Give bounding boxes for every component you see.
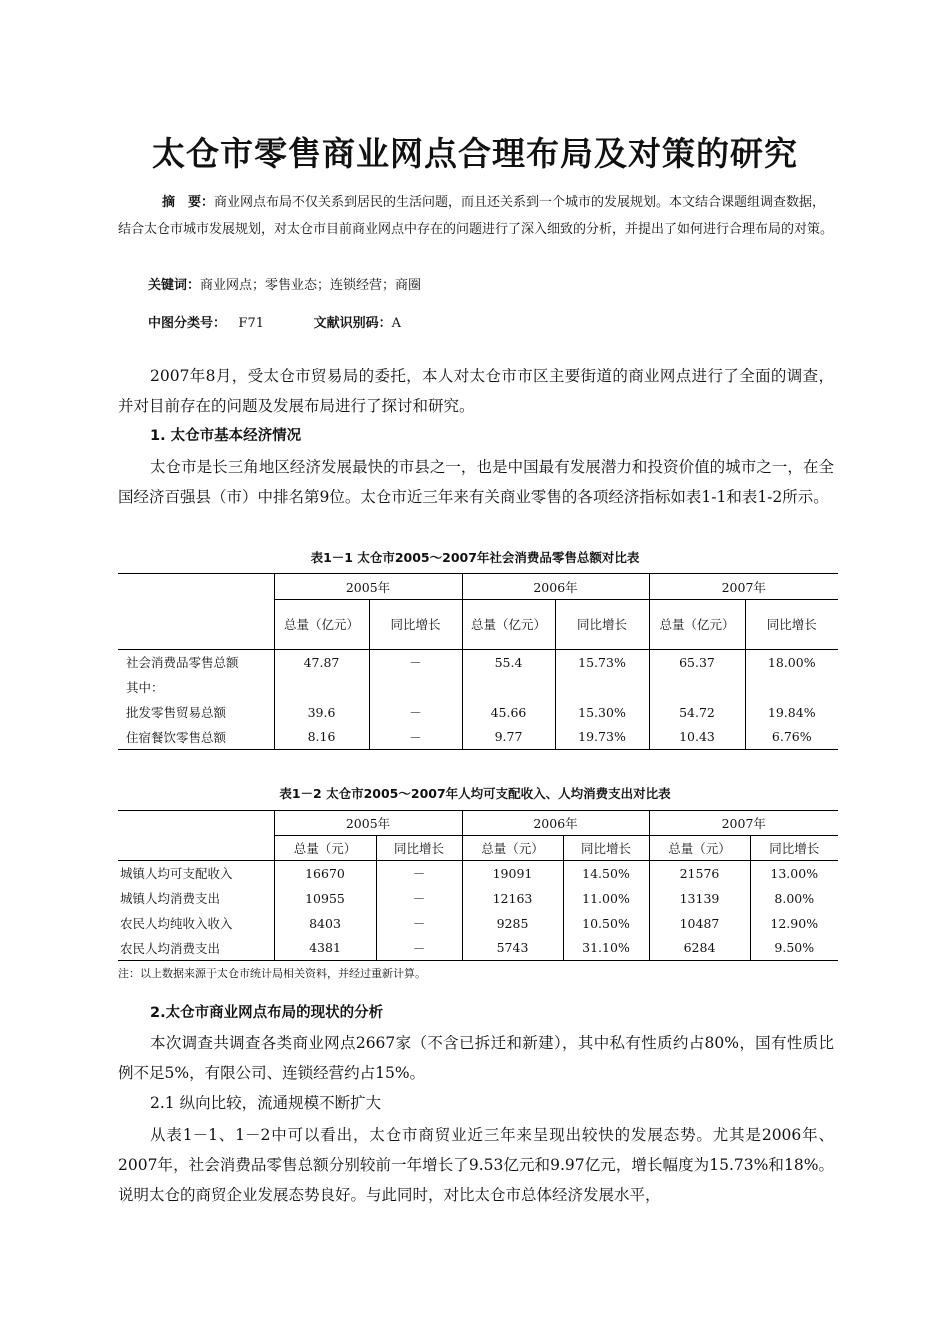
- cell: －: [376, 936, 462, 961]
- cell: 11.00%: [563, 886, 649, 911]
- section1-heading: 1. 太仓市基本经济情况: [150, 428, 302, 444]
- section2-heading: 2.太仓市商业网点布局的现状的分析: [150, 1005, 384, 1021]
- table1-year: 2005年: [274, 574, 462, 600]
- table1-corner: [118, 574, 274, 650]
- abstract-label: 摘 要：: [162, 195, 215, 210]
- cell: 14.50%: [563, 861, 649, 886]
- cell: 47.87: [274, 650, 369, 675]
- table2-sub-total: 总量（元）: [274, 836, 376, 861]
- clc-value: F71: [238, 316, 264, 331]
- cell: 15.73%: [555, 650, 649, 675]
- table2-year-row: [118, 811, 838, 836]
- table-row: [118, 861, 838, 886]
- table2-caption: 表1－2 太仓市2005～2007年人均可支配收入、人均消费支出对比表: [279, 786, 671, 801]
- table1-sub-growth: 同比增长: [555, 600, 649, 650]
- table-row: [118, 700, 838, 725]
- cell: 16670: [274, 861, 376, 886]
- cell: －: [376, 886, 462, 911]
- cell: 8403: [274, 911, 376, 936]
- cell: 10955: [274, 886, 376, 911]
- table-note: 注：以上数据来源于太仓市统计局相关资料，并经过重新计算。: [118, 967, 426, 980]
- cell: 65.37: [649, 650, 745, 675]
- cell: 10.50%: [563, 911, 649, 936]
- cell: 9.50%: [750, 936, 838, 961]
- cell: [745, 675, 838, 700]
- section2-1-heading: 2.1 纵向比较，流通规模不断扩大: [150, 1094, 382, 1112]
- table2-sub-total: 总量（元）: [462, 836, 563, 861]
- cell: 6.76%: [745, 725, 838, 750]
- table-row: [118, 911, 838, 936]
- cell: 13139: [649, 886, 750, 911]
- row-label: 批发零售贸易总额: [126, 705, 227, 720]
- classification-line: [148, 312, 401, 336]
- cell: 15.30%: [555, 700, 649, 725]
- cell: 55.4: [462, 650, 555, 675]
- table2-year: 2007年: [649, 811, 838, 836]
- table1-caption: 表1－1 太仓市2005～2007年社会消费品零售总额对比表: [310, 550, 640, 565]
- cell: －: [369, 650, 462, 675]
- abstract: [118, 189, 834, 243]
- table2-sub-growth: 同比增长: [750, 836, 838, 861]
- cell: 8.16: [274, 725, 369, 750]
- cell: －: [376, 861, 462, 886]
- table1-year: 2007年: [649, 574, 838, 600]
- paper-title: 太仓市零售商业网点合理布局及对策的研究: [152, 134, 798, 173]
- row-label: 城镇人均消费支出: [120, 891, 221, 906]
- cell: 8.00%: [750, 886, 838, 911]
- cell: 21576: [649, 861, 750, 886]
- section1-paragraph: 太仓市是长三角地区经济发展最快的市县之一，也是中国最有发展潜力和投资价值的城市之一，在全国经济百强县（市）中排名第9位。太仓市近三年来有关商业零售的各项经济指标如表1-1和表1-2所示。: [118, 458, 834, 506]
- table2: [118, 810, 838, 961]
- cell: 18.00%: [745, 650, 838, 675]
- table1-year: 2006年: [462, 574, 649, 600]
- cell: 12163: [462, 886, 563, 911]
- section2-1-paragraph: 从表1－1、1－2中可以看出，太仓市商贸业近三年来呈现出较快的发展态势。尤其是2006年、2007年，社会消费品零售总额分别较前一年增长了9.53亿元和9.97亿元，增长幅度为15.73%和18%。说明太仓的商贸企业发展态势良好。与此同时，对比太仓市总体经济发展水平，: [118, 1126, 834, 1204]
- table-row: [118, 675, 838, 700]
- cell: 45.66: [462, 700, 555, 725]
- doc-code-label: 文献识别码：: [313, 316, 392, 331]
- cell: 10.43: [649, 725, 745, 750]
- table1-sub-total: 总量（亿元）: [462, 600, 555, 650]
- cell: 6284: [649, 936, 750, 961]
- table1-sub-growth: 同比增长: [369, 600, 462, 650]
- cell: 19.84%: [745, 700, 838, 725]
- table-row: [118, 886, 838, 911]
- clc-label: 中图分类号：: [148, 316, 227, 331]
- row-label: 其中：: [126, 680, 164, 695]
- row-label: 社会消费品零售总额: [118, 650, 274, 675]
- cell: 10487: [649, 911, 750, 936]
- cell: －: [369, 700, 462, 725]
- cell: 54.72: [649, 700, 745, 725]
- cell: [274, 675, 369, 700]
- table2-sub-total: 总量（元）: [649, 836, 750, 861]
- table2-sub-growth: 同比增长: [563, 836, 649, 861]
- cell: [555, 675, 649, 700]
- cell: 39.6: [274, 700, 369, 725]
- table-row: [118, 936, 838, 961]
- cell: 5743: [462, 936, 563, 961]
- cell: 9285: [462, 911, 563, 936]
- row-label: 城镇人均可支配收入: [118, 861, 274, 886]
- cell: [369, 675, 462, 700]
- table-row: [118, 650, 838, 675]
- doc-code-value: A: [391, 316, 401, 331]
- cell: 12.90%: [750, 911, 838, 936]
- row-label: 农民人均消费支出: [118, 936, 274, 961]
- table1-sub-total: 总量（亿元）: [274, 600, 369, 650]
- table1-sub-total: 总量（亿元）: [649, 600, 745, 650]
- table1: [118, 573, 838, 750]
- table2-year: 2006年: [462, 811, 649, 836]
- section2-paragraph: 本次调查共调查各类商业网点2667家（不含已拆迁和新建），其中私有性质约占80%，国有性质比例不足5%，有限公司、连锁经营约占15%。: [118, 1034, 834, 1082]
- cell: 4381: [274, 936, 376, 961]
- cell: [649, 675, 745, 700]
- table2-corner: [118, 811, 274, 861]
- table2-sub-growth: 同比增长: [376, 836, 462, 861]
- keywords-text: 商业网点；零售业态；连锁经营；商圈: [200, 278, 422, 293]
- cell: 9.77: [462, 725, 555, 750]
- table-row: [118, 725, 838, 750]
- cell: 19091: [462, 861, 563, 886]
- cell: 19.73%: [555, 725, 649, 750]
- cell: －: [376, 911, 462, 936]
- table1-year-row: [118, 574, 838, 600]
- row-label: 住宿餐饮零售总额: [118, 725, 274, 750]
- cell: 31.10%: [563, 936, 649, 961]
- abstract-text: 商业网点布局不仅关系到居民的生活问题，而且还关系到一个城市的发展规划。本文结合课题组调查数据，结合太仓市城市发展规划，对太仓市目前商业网点中存在的问题进行了深入细致的分析，并提出了如何进行合理布局的对策。: [118, 195, 834, 237]
- keywords: [148, 274, 421, 298]
- cell: [462, 675, 555, 700]
- cell: －: [369, 725, 462, 750]
- table1-sub-growth: 同比增长: [745, 600, 838, 650]
- row-label: 农民人均纯收入收入: [120, 916, 233, 931]
- intro-paragraph: 2007年8月，受太仓市贸易局的委托，本人对太仓市市区主要街道的商业网点进行了全面的调查，并对目前存在的问题及发展布局进行了探讨和研究。: [118, 367, 834, 415]
- table2-year: 2005年: [274, 811, 462, 836]
- keywords-label: 关键词：: [148, 278, 201, 293]
- cell: 13.00%: [750, 861, 838, 886]
